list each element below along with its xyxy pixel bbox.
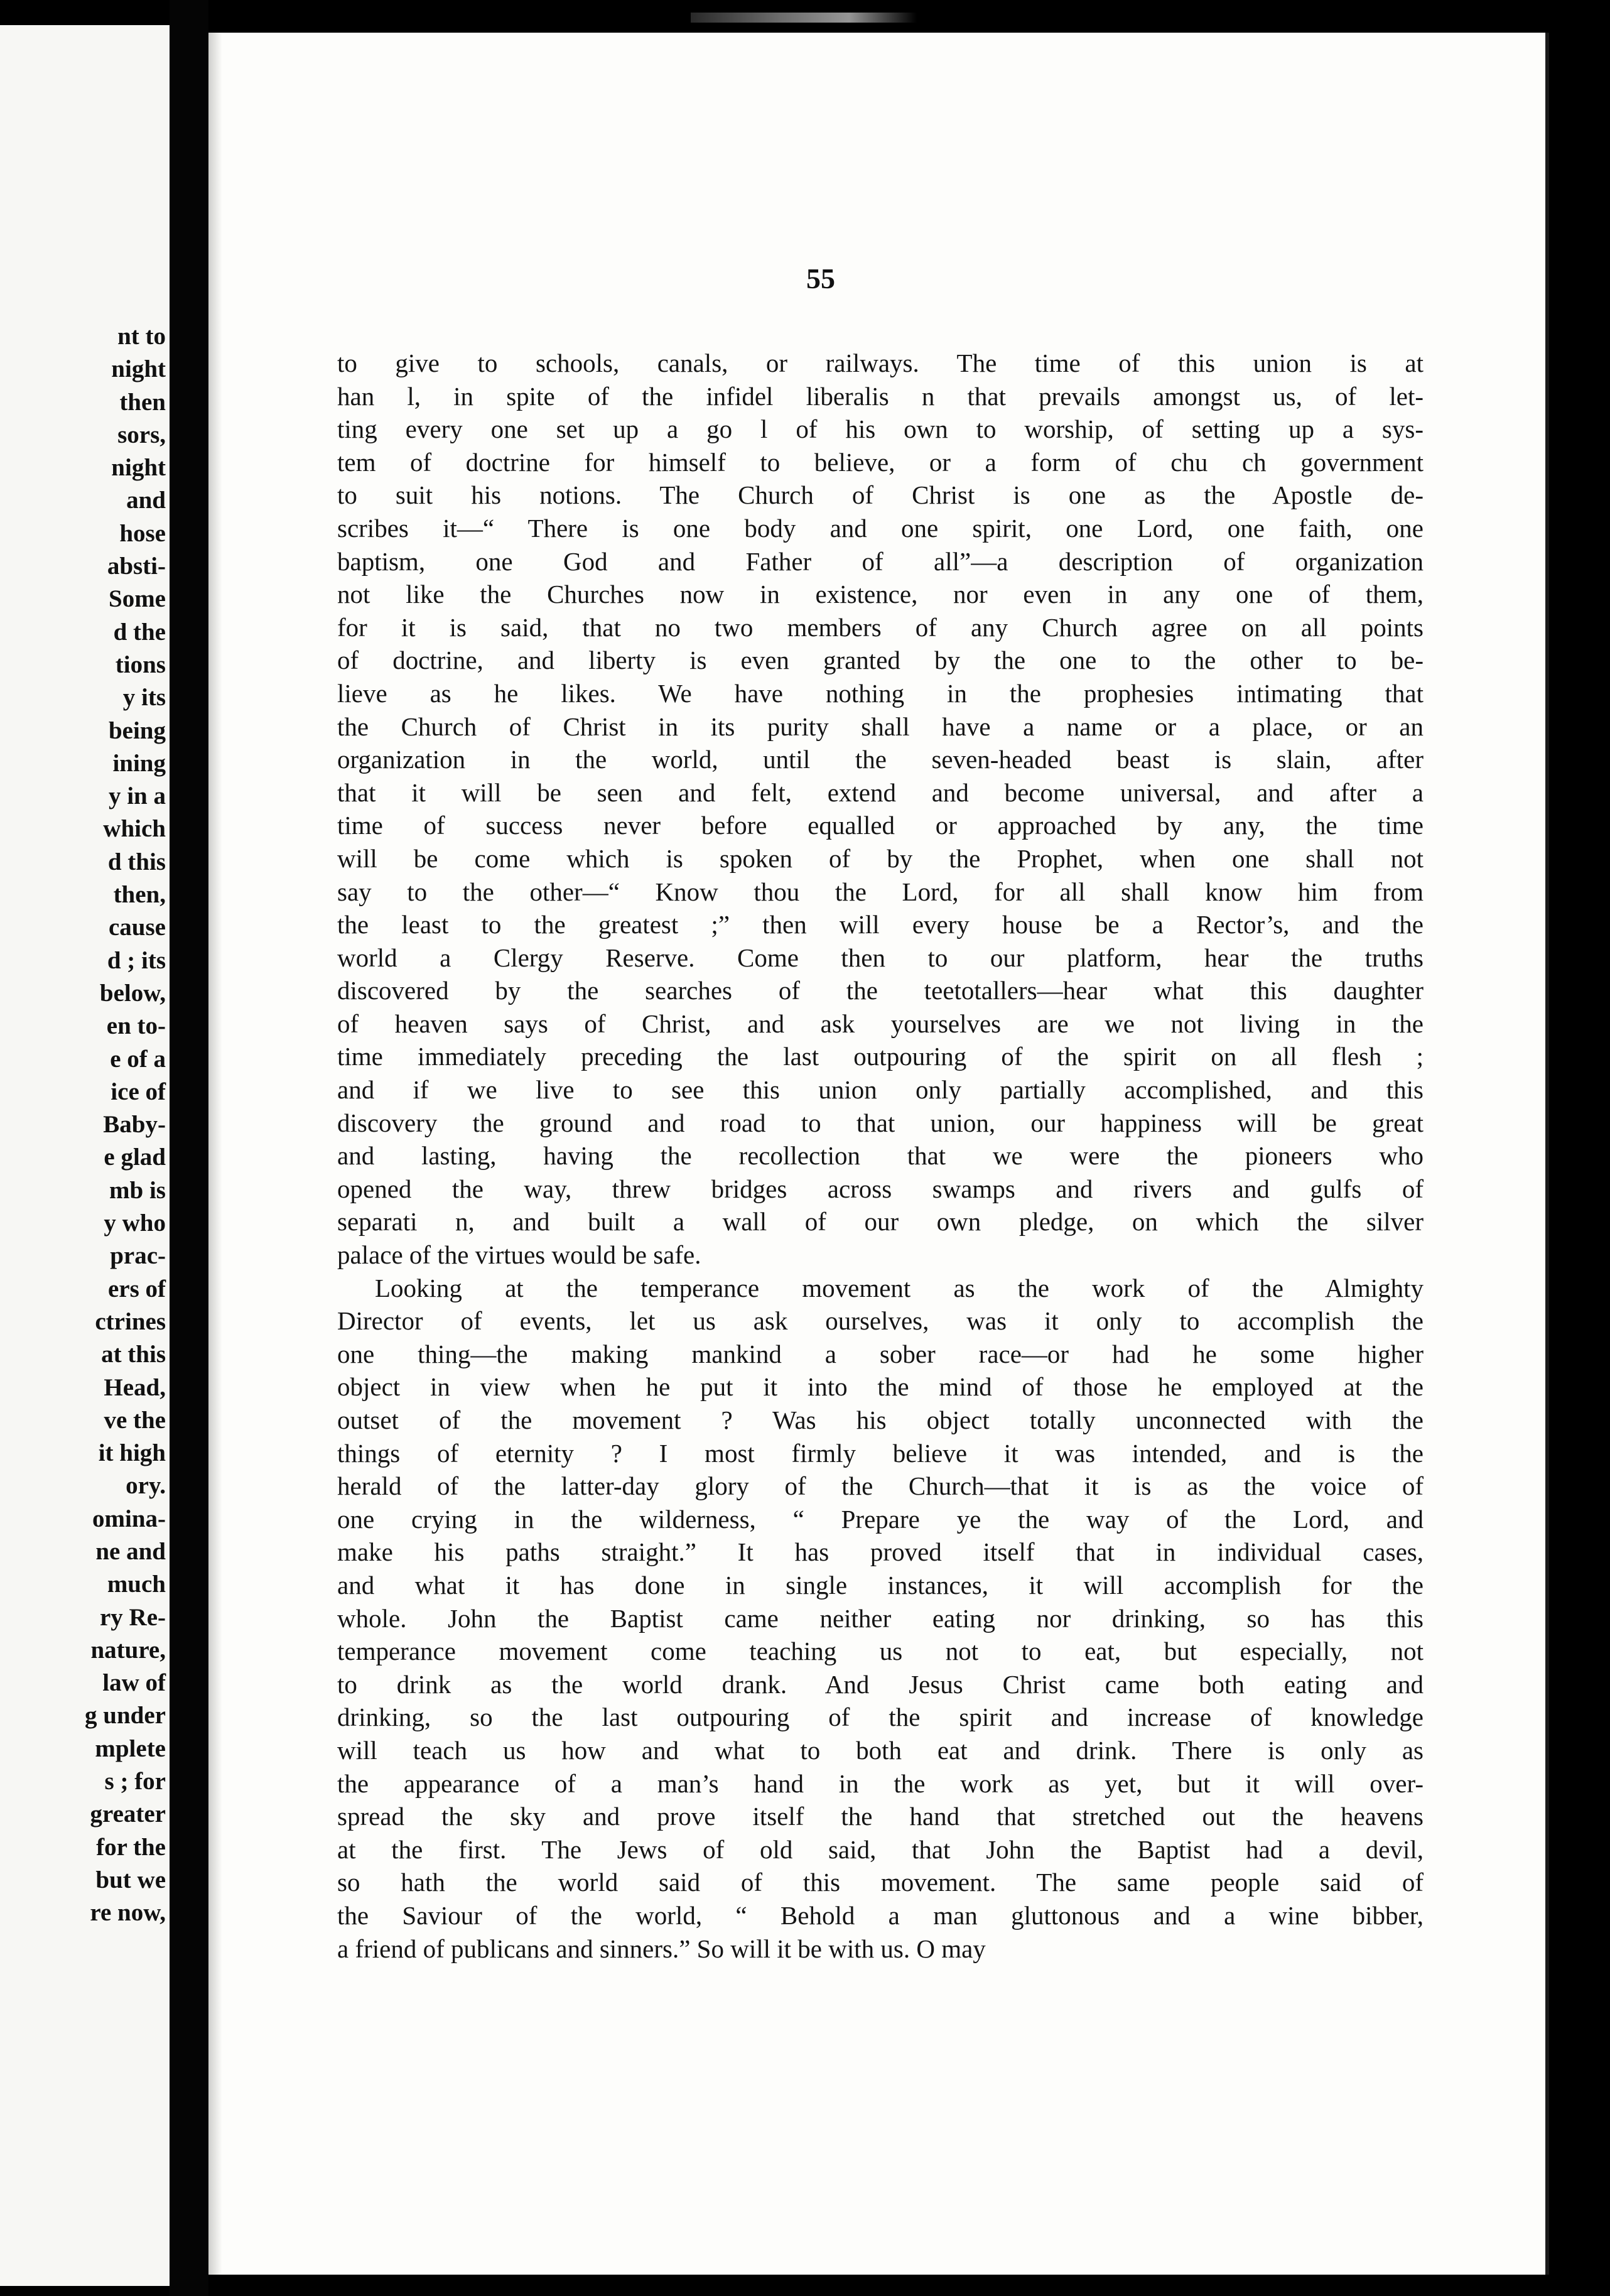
left-page-line: ctrines <box>95 1308 166 1335</box>
left-page-line: g under <box>85 1702 166 1730</box>
body-text <box>337 347 1424 1965</box>
text-line: ting every one set up a go l of his own to worship, of setting up a sys- <box>337 414 1424 444</box>
main-page <box>208 33 1549 2275</box>
text-line: Director of events, let us ask ourselves, was it only to accomplish the <box>337 1306 1424 1336</box>
left-page-line: hose <box>119 519 166 547</box>
text-line: separati n, and built a wall of our own pledge, on which the silver <box>337 1207 1424 1237</box>
text-line: so hath the world said of this movement. The same people said of <box>337 1868 1424 1897</box>
left-page-line: it high <box>98 1439 166 1467</box>
left-page-line: ice of <box>111 1078 166 1105</box>
text-line: whole. John the Baptist came neither eating nor drinking, so has this <box>337 1603 1424 1633</box>
left-page-line: en to- <box>106 1012 166 1040</box>
left-page-line: nature, <box>90 1636 166 1664</box>
text-line: opened the way, threw bridges across swamps and rivers and gulfs of <box>337 1174 1424 1203</box>
left-page-line: then <box>119 388 166 416</box>
text-line: object in view when he put it into the mind of those he employed at the <box>337 1372 1424 1402</box>
left-page-line: omina- <box>92 1505 166 1532</box>
text-line: the Saviour of the world, “ Behold a man gluttonous and a wine bibber, <box>337 1900 1424 1930</box>
text-line: that it will be seen and felt, extend and become universal, and after a <box>337 777 1424 807</box>
left-page-text <box>85 320 166 1930</box>
text-line: herald of the latter-day glory of the Church—that it is as the voice of <box>337 1471 1424 1501</box>
text-line: and if we live to see this union only partially accomplished, and this <box>337 1075 1424 1105</box>
left-page-line: d ; its <box>107 946 166 974</box>
left-page-line: being <box>108 717 166 744</box>
text-line: han l, in spite of the infidel liberalis n that prevails amongst us, of let- <box>337 381 1424 411</box>
text-line: to drink as the world drank. And Jesus Christ came both eating and <box>337 1669 1424 1699</box>
left-page-line: d the <box>113 618 166 646</box>
left-page-line: e glad <box>104 1144 166 1171</box>
text-line: a friend of publicans and sinners.” So will it be with us. O may <box>337 1934 986 1963</box>
text-line: lieve as he likes. We have nothing in the prophesies intimating that <box>337 678 1424 708</box>
left-page-line: Baby- <box>103 1111 166 1139</box>
text-line: one crying in the wilderness, “ Prepare ye the way of the Lord, and <box>337 1504 1424 1534</box>
left-page-line: night <box>111 454 166 482</box>
left-page-line: sors, <box>117 421 166 448</box>
book-gutter <box>170 0 208 2296</box>
text-line: tem of doctrine for himself to believe, or a form of chu ch government <box>337 447 1424 477</box>
left-page-line: below, <box>99 979 166 1007</box>
text-line: to suit his notions. The Church of Christ is one as the Apostle de- <box>337 480 1424 510</box>
text-line: organization in the world, until the seven-headed beast is slain, after <box>337 745 1424 774</box>
left-page-line: but we <box>95 1866 166 1893</box>
left-page-line: ne and <box>95 1537 166 1565</box>
text-line: to give to schools, canals, or railways. The time of this union is at <box>337 349 1424 377</box>
left-page-line: ers of <box>107 1275 166 1302</box>
left-page-line: re now, <box>90 1899 166 1927</box>
left-page-line: cause <box>109 914 166 941</box>
left-page-line: and <box>126 487 166 514</box>
text-line: world a Clergy Reserve. Come then to our platform, hear the truths <box>337 943 1424 972</box>
left-page-line: greater <box>90 1801 166 1828</box>
left-page-line: at this <box>101 1341 166 1368</box>
text-line: will be come which is spoken of by the Prophet, when one shall not <box>337 843 1424 873</box>
left-page-line: ory. <box>126 1472 166 1500</box>
left-page-line: tions <box>115 651 166 678</box>
left-page-line: then, <box>113 881 166 909</box>
text-line: spread the sky and prove itself the hand that stretched out the heavens <box>337 1802 1424 1831</box>
text-line: things of eternity ? I most firmly believe it was intended, and is the <box>337 1438 1424 1468</box>
text-line: of heaven says of Christ, and ask yourselves are we not living in the <box>337 1009 1424 1038</box>
left-page-line: which <box>103 815 166 843</box>
left-page-line: y who <box>104 1210 166 1237</box>
text-line: will teach us how and what to both eat and drink. There is only as <box>337 1735 1424 1765</box>
text-line: baptism, one God and Father of all”—a description of organization <box>337 546 1424 576</box>
text-line: scribes it—“ There is one body and one spirit, one Lord, one faith, one <box>337 513 1424 543</box>
page-edge-shadow <box>208 33 222 2275</box>
text-line: at the first. The Jews of old said, that John the Baptist had a devil, <box>337 1834 1424 1864</box>
text-line: the least to the greatest ;” then will every house be a Rector’s, and the <box>337 910 1424 940</box>
left-page-line: d this <box>107 848 166 875</box>
text-line: time immediately preceding the last outpouring of the spirit on all flesh ; <box>337 1042 1424 1071</box>
left-page-line: absti- <box>107 553 166 580</box>
text-line: say to the other—“ Know thou the Lord, for all shall know him from <box>337 877 1424 906</box>
text-line: palace of the virtues would be safe. <box>337 1240 701 1270</box>
text-line: temperance movement come teaching us not to eat, but especially, not <box>337 1637 1424 1666</box>
left-page-line: nt to <box>117 323 166 350</box>
left-page-line: ry Re- <box>99 1603 166 1631</box>
left-page-line: ve the <box>104 1406 166 1434</box>
text-line: outset of the movement ? Was his object totally unconnected with the <box>337 1405 1424 1434</box>
text-line: discovered by the searches of the teetotallers—hear what this daughter <box>337 976 1424 1005</box>
left-page-line: law of <box>102 1669 166 1697</box>
left-facing-page <box>0 25 170 2286</box>
text-line: make his paths straight.” It has proved itself that in individual cases, <box>337 1537 1424 1567</box>
left-page-line: mplete <box>95 1735 166 1762</box>
left-page-line: y its <box>122 684 166 712</box>
left-page-line: y in a <box>108 782 166 810</box>
left-page-line: much <box>107 1571 166 1598</box>
left-page-line: s ; for <box>104 1768 166 1795</box>
left-page-line: night <box>111 355 166 383</box>
text-line: and what it has done in single instances, it will accomplish for the <box>337 1570 1424 1600</box>
text-line: time of success never before equalled or approached by any, the time <box>337 811 1424 840</box>
text-line: discovery the ground and road to that union, our happiness will be great <box>337 1108 1424 1137</box>
left-page-line: prac- <box>110 1242 166 1270</box>
text-line: Looking at the temperance movement as the work of the Almighty <box>375 1273 1424 1302</box>
text-line: and lasting, having the recollection that we were the pioneers who <box>337 1141 1424 1171</box>
text-line: not like the Churches now in existence, nor even in any one of them, <box>337 580 1424 609</box>
text-line: the Church of Christ in its purity shall have a name or a place, or an <box>337 712 1424 741</box>
text-line: the appearance of a man’s hand in the work as yet, but it will over- <box>337 1768 1424 1798</box>
text-line: drinking, so the last outpouring of the spirit and increase of knowledge <box>337 1703 1424 1732</box>
text-line: one thing—the making mankind a sober race—or had he some higher <box>337 1339 1424 1368</box>
text-line: for it is said, that no two members of any Church agree on all points <box>337 612 1424 642</box>
left-page-line: ining <box>112 749 166 777</box>
text-line: of doctrine, and liberty is even granted by the one to the other to be- <box>337 646 1424 675</box>
scan-edge-mark <box>691 13 917 23</box>
left-page-line: Some <box>109 585 166 613</box>
left-page-line: e of a <box>110 1045 166 1073</box>
left-page-line: mb is <box>109 1176 166 1204</box>
page-number: 55 <box>806 263 835 295</box>
left-page-line: for the <box>96 1833 166 1861</box>
left-page-line: Head, <box>104 1373 166 1401</box>
